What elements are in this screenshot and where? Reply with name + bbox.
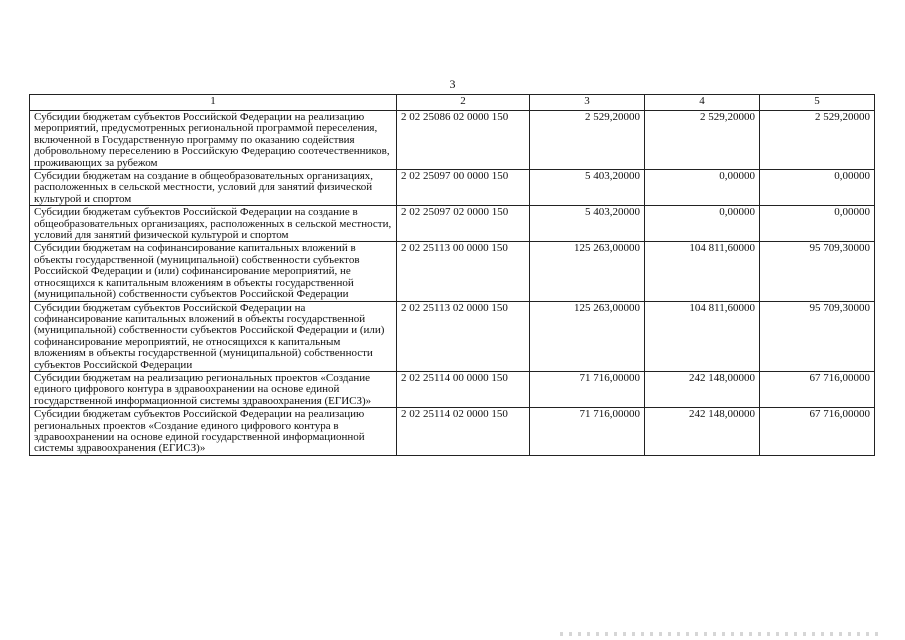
row-value-col5: 67 716,00000 <box>760 371 875 407</box>
row-budget-code: 2 02 25097 00 0000 150 <box>397 170 530 206</box>
row-description: Субсидии бюджетам на реализацию региональных проектов «Создание единого цифрового контура в здравоохранении на основе единой государственной информационной системы здравоохранения (ЕГИСЗ)» <box>30 371 397 407</box>
column-header: 5 <box>760 95 875 111</box>
row-value-col4: 104 811,60000 <box>645 242 760 301</box>
table-row <box>30 301 875 371</box>
table-row <box>30 206 875 242</box>
row-value-col3: 5 403,20000 <box>530 170 645 206</box>
row-budget-code: 2 02 25113 00 0000 150 <box>397 242 530 301</box>
row-budget-code: 2 02 25114 00 0000 150 <box>397 371 530 407</box>
row-description: Субсидии бюджетам субъектов Российской Федерации на реализацию мероприятий, предусмотренных региональной программой переселения, включенной в Государственную программу по оказанию содействия добровольному переселению в Российскую Федерацию соотечественников, проживающих за рубежом <box>30 111 397 170</box>
row-value-col4: 242 148,00000 <box>645 371 760 407</box>
row-value-col4: 242 148,00000 <box>645 408 760 456</box>
column-header: 3 <box>530 95 645 111</box>
row-description: Субсидии бюджетам на софинансирование капитальных вложений в объекты государственной (муниципальной) собственности субъектов Российской Федерации и (или) софинансирование мероприятий, не относящихся к капитальным вложениям в объекты государственной (муниципальной) собственности субъектов Российской Федерации <box>30 242 397 301</box>
row-budget-code: 2 02 25113 02 0000 150 <box>397 301 530 371</box>
row-value-col4: 0,00000 <box>645 206 760 242</box>
column-header: 2 <box>397 95 530 111</box>
row-budget-code: 2 02 25097 02 0000 150 <box>397 206 530 242</box>
table-row <box>30 170 875 206</box>
column-header: 1 <box>30 95 397 111</box>
row-description: Субсидии бюджетам на создание в общеобразовательных организациях, расположенных в сельской местности, условий для занятий физической культурой и спортом <box>30 170 397 206</box>
row-value-col4: 0,00000 <box>645 170 760 206</box>
page-number: 3 <box>449 77 456 91</box>
row-value-col5: 95 709,30000 <box>760 242 875 301</box>
row-value-col5: 2 529,20000 <box>760 111 875 170</box>
table-row <box>30 371 875 407</box>
table-row <box>30 242 875 301</box>
budget-table <box>29 94 875 456</box>
row-value-col5: 0,00000 <box>760 206 875 242</box>
row-value-col4: 104 811,60000 <box>645 301 760 371</box>
row-budget-code: 2 02 25114 02 0000 150 <box>397 408 530 456</box>
row-value-col5: 0,00000 <box>760 170 875 206</box>
row-value-col3: 71 716,00000 <box>530 371 645 407</box>
row-value-col4: 2 529,20000 <box>645 111 760 170</box>
table-row <box>30 111 875 170</box>
table-row <box>30 408 875 456</box>
row-description: Субсидии бюджетам субъектов Российской Федерации на реализацию региональных проектов «Создание единого цифрового контура в здравоохранении на основе единой государственной информационной системы здравоохранения (ЕГИСЗ)» <box>30 408 397 456</box>
row-description: Субсидии бюджетам субъектов Российской Федерации на софинансирование капитальных вложений в объекты государственной (муниципальной) собственности субъектов Российской Федерации и (или) софинансирование мероприятий, не относящихся к капитальным вложениям в объекты государственной (муниципальной) собственности субъектов Российской Федерации <box>30 301 397 371</box>
row-value-col3: 71 716,00000 <box>530 408 645 456</box>
row-value-col3: 125 263,00000 <box>530 301 645 371</box>
row-value-col3: 125 263,00000 <box>530 242 645 301</box>
row-value-col5: 67 716,00000 <box>760 408 875 456</box>
table-header-row <box>30 95 875 111</box>
row-value-col5: 95 709,30000 <box>760 301 875 371</box>
column-header: 4 <box>645 95 760 111</box>
scan-artifact <box>560 632 880 636</box>
row-budget-code: 2 02 25086 02 0000 150 <box>397 111 530 170</box>
row-value-col3: 2 529,20000 <box>530 111 645 170</box>
row-value-col3: 5 403,20000 <box>530 206 645 242</box>
row-description: Субсидии бюджетам субъектов Российской Федерации на создание в общеобразовательных организациях, расположенных в сельской местности, условий для занятий физической культурой и спортом <box>30 206 397 242</box>
